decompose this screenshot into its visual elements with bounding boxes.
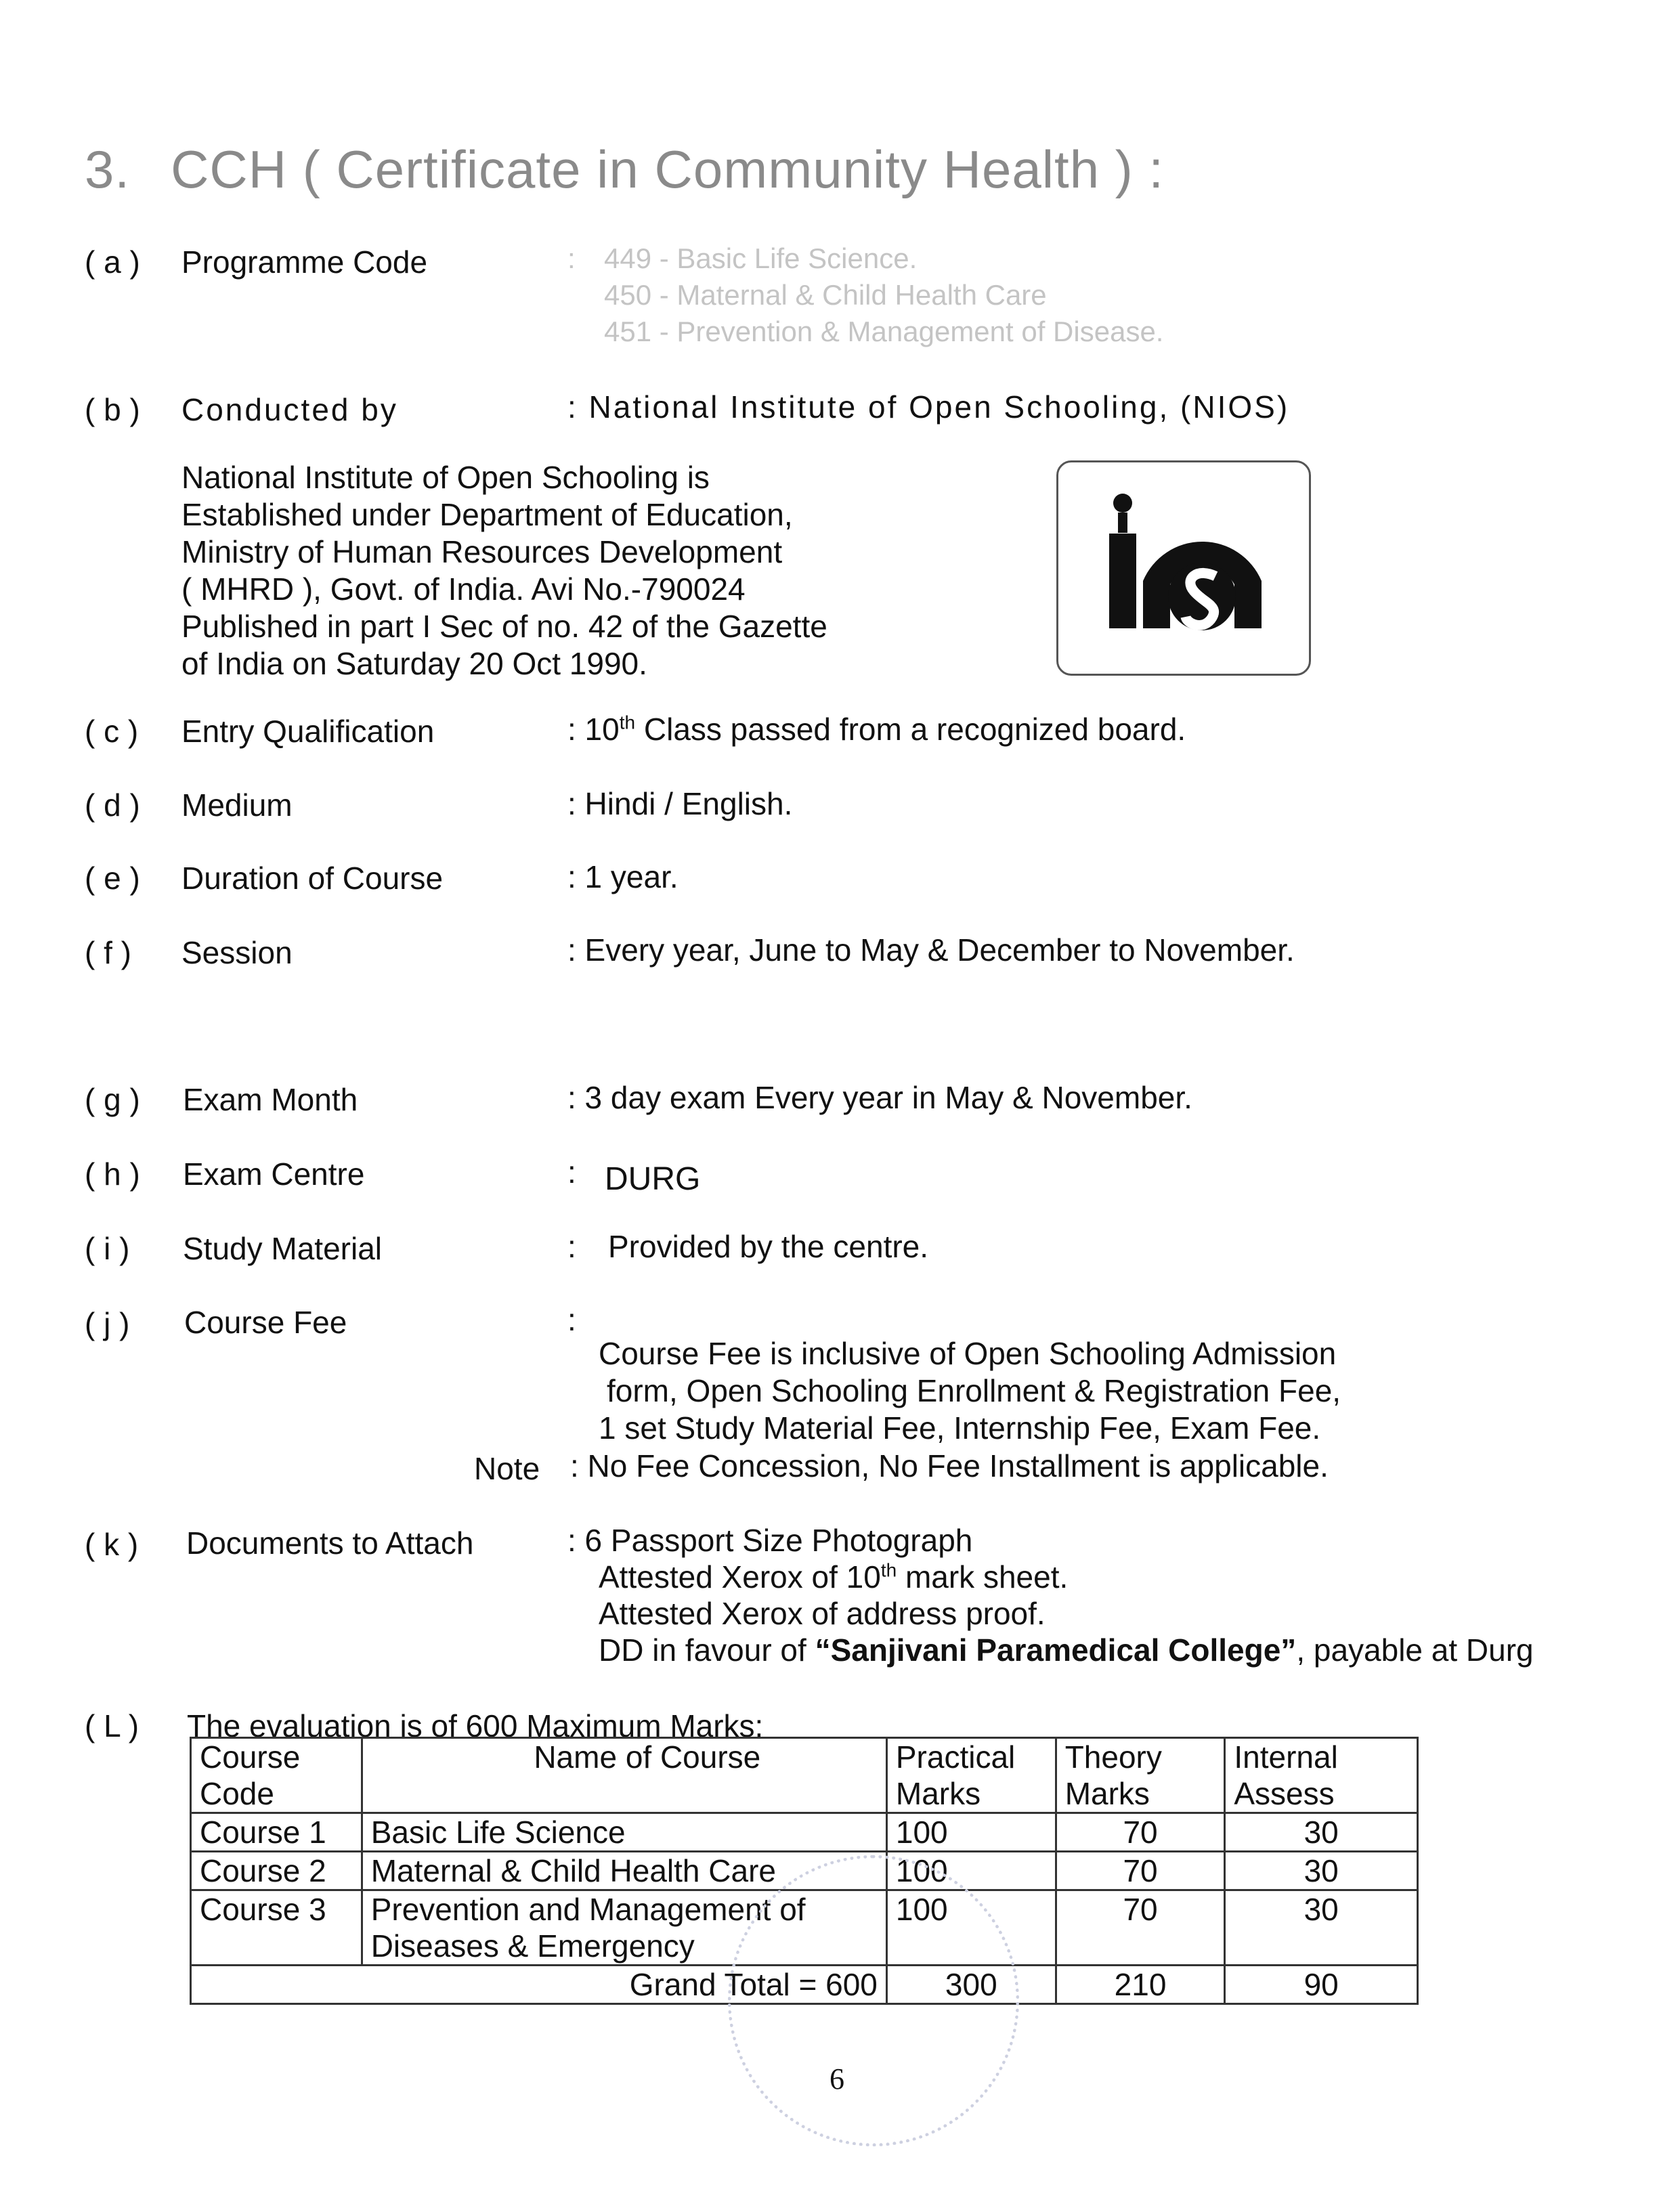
total-internal: 90	[1225, 1966, 1418, 2004]
section-heading	[85, 139, 1164, 200]
fee-line: Course Fee is inclusive of Open Schooling Admission	[599, 1336, 1337, 1371]
header-theory: Theory Marks	[1056, 1738, 1225, 1813]
entry-qualification-label: Entry Qualification	[181, 714, 435, 749]
programme-code-1: 449 - Basic Life Science.	[604, 242, 918, 274]
cell-code: Course 2	[191, 1852, 362, 1890]
entry-qualification-value: : 10th Class passed from a recognized board.	[567, 712, 1186, 747]
page-number: 6	[830, 2062, 844, 2096]
cell-name: Maternal & Child Health Care	[362, 1852, 886, 1890]
cell-theory: 70	[1056, 1852, 1225, 1890]
marker-d: ( d )	[85, 787, 140, 823]
total-theory: 210	[1056, 1966, 1225, 2004]
programme-code-sep: :	[567, 242, 576, 274]
nios-logo	[1056, 460, 1311, 676]
section-title: CCH ( Certificate in Community Health ) :	[171, 139, 1165, 199]
section-number: 3.	[85, 139, 131, 199]
cell-internal: 30	[1225, 1813, 1418, 1852]
note-label: Note	[474, 1451, 540, 1486]
header-course-name: Name of Course	[362, 1738, 886, 1813]
cell-theory: 70	[1056, 1813, 1225, 1852]
medium-value: : Hindi / English.	[567, 786, 793, 821]
college-stamp	[728, 1855, 1019, 2146]
duration-value: : 1 year.	[567, 859, 678, 894]
about-line: ( MHRD ), Govt. of India. Avi No.-790024	[181, 571, 746, 607]
study-material-sep: :	[567, 1229, 576, 1264]
about-line: Ministry of Human Resources Development	[181, 534, 783, 569]
documents-line-2: Attested Xerox of 10th mark sheet.	[599, 1559, 1069, 1595]
programme-code-2: 450 - Maternal & Child Health Care	[604, 279, 1047, 311]
exam-centre-label: Exam Centre	[183, 1156, 365, 1192]
marker-f: ( f )	[85, 935, 131, 970]
table-header-row	[191, 1738, 1418, 1813]
note-value: : No Fee Concession, No Fee Installment is applicable.	[570, 1448, 1329, 1483]
study-material-value: Provided by the centre.	[608, 1229, 929, 1264]
exam-month-value: : 3 day exam Every year in May & November.	[567, 1080, 1192, 1115]
header-internal: Internal Assess	[1225, 1738, 1418, 1813]
course-fee-label: Course Fee	[184, 1305, 347, 1340]
exam-centre-value: DURG	[605, 1161, 701, 1197]
study-material-label: Study Material	[183, 1231, 383, 1266]
cell-internal: 30	[1225, 1890, 1418, 1966]
about-line: National Institute of Open Schooling is	[181, 460, 710, 495]
marker-g: ( g )	[85, 1082, 140, 1117]
exam-month-label: Exam Month	[183, 1082, 358, 1117]
fee-line: 1 set Study Material Fee, Internship Fee, Exam Fee.	[599, 1410, 1321, 1446]
cell-code: Course 1	[191, 1813, 362, 1852]
about-line: of India on Saturday 20 Oct 1990.	[181, 646, 647, 681]
documents-line-4: DD in favour of “Sanjivani Paramedical College”, payable at Durg	[599, 1632, 1534, 1668]
session-label: Session	[181, 935, 293, 970]
conducted-by-value: : National Institute of Open Schooling, (NIOS)	[567, 389, 1290, 425]
documents-line-3: Attested Xerox of address proof.	[599, 1596, 1046, 1631]
fee-line: form, Open Schooling Enrollment & Registration Fee,	[607, 1373, 1341, 1408]
marker-b: ( b )	[85, 392, 140, 427]
course-fee-details	[599, 1335, 1341, 1447]
nios-logo-icon	[1058, 462, 1309, 674]
course-fee-sep: :	[567, 1302, 576, 1337]
marker-l: ( L )	[85, 1708, 139, 1743]
table-row	[191, 1813, 1418, 1852]
grand-total-label: Grand Total = 600	[191, 1966, 887, 2004]
marker-a: ( a )	[85, 244, 140, 280]
cell-practical: 100	[886, 1852, 1056, 1890]
marker-c: ( c )	[85, 714, 139, 749]
cell-practical: 100	[886, 1813, 1056, 1852]
exam-centre-sep: :	[567, 1154, 576, 1190]
nios-about	[181, 459, 827, 682]
cell-internal: 30	[1225, 1852, 1418, 1890]
header-course-code: Course Code	[191, 1738, 362, 1813]
marker-k: ( k )	[85, 1527, 139, 1562]
programme-code-label: Programme Code	[181, 244, 428, 280]
about-line: Established under Department of Education,	[181, 497, 793, 532]
duration-label: Duration of Course	[181, 861, 444, 896]
session-value: : Every year, June to May & December to November.	[567, 932, 1295, 968]
documents-line-1: : 6 Passport Size Photograph	[567, 1523, 973, 1558]
cell-name: Prevention and Management of Diseases & Emergency	[362, 1890, 886, 1966]
marker-e: ( e )	[85, 861, 140, 896]
cell-name: Basic Life Science	[362, 1813, 886, 1852]
medium-label: Medium	[181, 787, 293, 823]
conducted-by-label: Conducted by	[181, 392, 398, 427]
about-line: Published in part I Sec of no. 42 of the Gazette	[181, 609, 827, 644]
programme-code-3: 451 - Prevention & Management of Disease.	[604, 316, 1164, 347]
total-practical: 300	[886, 1966, 1056, 2004]
evaluation-label: The evaluation is of 600 Maximum Marks:	[187, 1708, 764, 1743]
header-practical: Practical Marks	[886, 1738, 1056, 1813]
marker-i: ( i )	[85, 1231, 130, 1266]
cell-practical: 100	[886, 1890, 1056, 1966]
marker-h: ( h )	[85, 1156, 140, 1192]
cell-theory: 70	[1056, 1890, 1225, 1966]
marker-j: ( j )	[85, 1306, 130, 1341]
documents-label: Documents to Attach	[186, 1525, 474, 1561]
cell-code: Course 3	[191, 1890, 362, 1966]
